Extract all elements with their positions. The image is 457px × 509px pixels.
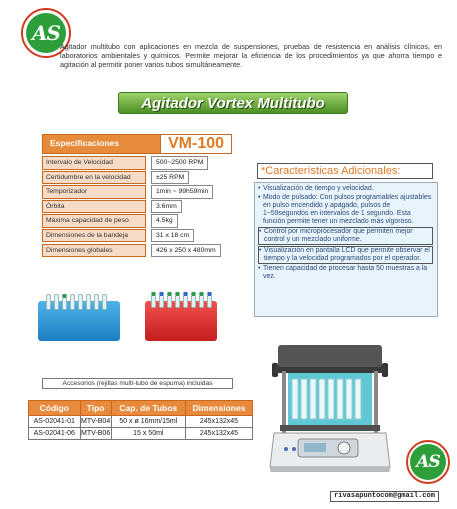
table-row (29, 428, 253, 440)
spec-row (42, 244, 252, 258)
spec-label: Intervalo de Velocidad (42, 156, 146, 170)
spec-row (42, 229, 252, 243)
spec-row (42, 156, 252, 170)
column-header: Dimensiones (185, 401, 252, 416)
column-header: Cap. de Tubos (111, 401, 185, 416)
vortex-machine-image (268, 343, 392, 474)
column-header: Código (29, 401, 81, 416)
specs-table (42, 156, 252, 258)
spec-value: 31 x 18 cm (151, 229, 194, 243)
characteristic-item: • Visualización en pantalla LCD que permite observar el tiempo y la velocidad programados por el operador. (258, 246, 433, 264)
table-cell: AS-02041-06 (29, 428, 81, 440)
company-logo-bottom (406, 440, 450, 484)
table-header-row (29, 401, 253, 416)
spec-label: Dimensiones de la bandeja (42, 229, 146, 243)
spec-label: Órbita (42, 200, 146, 214)
characteristic-item: • Visualización de tiempo y velocidad. (258, 185, 433, 193)
accessories-table (28, 400, 253, 440)
table-cell: MTV-B06 (80, 428, 111, 440)
model-name: VM-100 (160, 134, 232, 154)
table-cell: 50 x ø 16mm/15ml (111, 416, 185, 428)
tubes-image (46, 294, 107, 310)
table-cell: AS-02041-01 (29, 416, 81, 428)
spec-value: 3.6mm (151, 200, 182, 214)
accessories-title: Accesorios (rejillas multi-tubo de espuma) incluidas (42, 378, 233, 389)
spec-label: Temporizador (42, 185, 146, 199)
logo-text: AS (26, 13, 66, 53)
table-cell: 15 x 50ml (111, 428, 185, 440)
intro-paragraph: Agitador multitubo con aplicaciones en mezcla de suspensiones, pruebas de resistencia en análisis clínicos, en laboratorios ambientales y químicos. Permite mejorar la eficiencia de los procedimientos ya que ahorra tiempo e agitación al permitir poner varios tubos simultáneamente. (60, 42, 442, 69)
contact-email[interactable]: rivasapuntocom@gmail.com (330, 491, 439, 502)
table-cell: 245x132x45 (185, 416, 252, 428)
spec-value: 4.5kg (151, 214, 178, 228)
spec-row (42, 171, 252, 185)
spec-value: ±25 RPM (151, 171, 189, 185)
tubes-image (151, 292, 212, 308)
characteristic-item: • Control por microprocesador que permiten mejor control y un mezclado uniforme. (258, 227, 433, 245)
spec-label: Certidumbre en la velocidad (42, 171, 146, 185)
spec-label: Dimensiones globales (42, 244, 146, 258)
table-cell: MTV-B04 (80, 416, 111, 428)
table-row (29, 416, 253, 428)
characteristic-item: • Modo de pulsado: Con pulsos programables ajustables en pulso encendido y apagado, pulsos de 1~59segundos en intervalos de 1 segundo. Esta función permite tener un mezclado más vigoroso. (258, 194, 433, 227)
spec-value: 500~2500 RPM (151, 156, 208, 170)
spec-label: Máxima capacidad de peso (42, 214, 146, 228)
characteristics-title: *Características Adicionales: (257, 163, 433, 179)
column-header: Tipo (80, 401, 111, 416)
spec-row (42, 214, 252, 228)
spec-row (42, 200, 252, 214)
characteristics-list (258, 185, 433, 282)
characteristic-item: • Tienen capacidad de procesar hasta 50 muestras a la vez. (258, 265, 433, 281)
product-title: Agitador Vortex Multitubo (118, 92, 348, 114)
spec-row (42, 185, 252, 199)
specs-header: Especificaciones (50, 138, 119, 148)
table-cell: 245x132x45 (185, 428, 252, 440)
spec-value: 1min ~ 99h59min (151, 185, 213, 199)
spec-value: 426 x 250 x 480mm (151, 244, 221, 258)
logo-text: AS (410, 444, 446, 480)
